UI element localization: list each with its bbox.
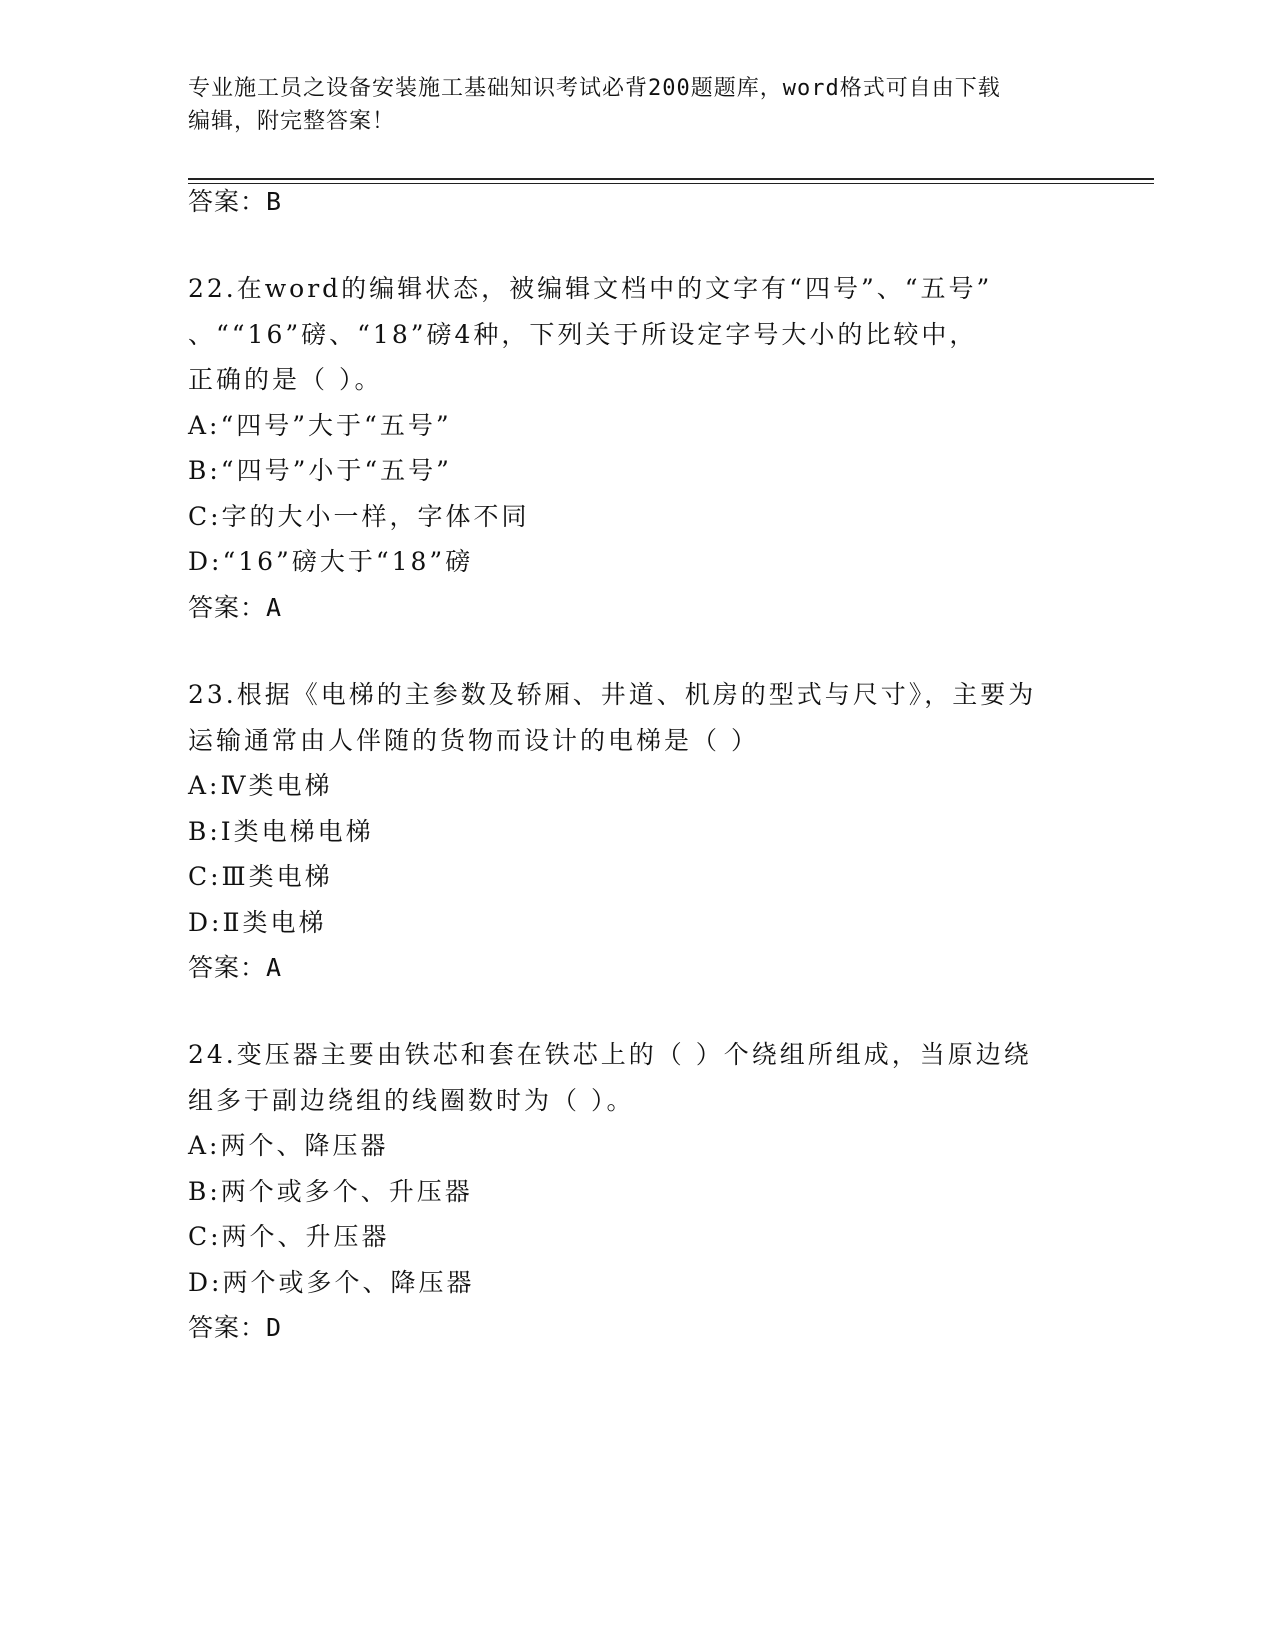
option-b: B:Ⅰ类电梯电梯 <box>188 816 374 846</box>
question-22 <box>188 266 1088 585</box>
question-stem-line: 运输通常由人伴随的货物而设计的电梯是（ ） <box>188 725 759 755</box>
option-b: B:“四号”小于“五号” <box>188 456 452 485</box>
option-b: B:两个或多个、升压器 <box>188 1176 473 1206</box>
question-stem-line: 22.在word的编辑状态，被编辑文档中的文字有“四号”、“五号” <box>188 274 993 303</box>
document-header <box>188 72 1088 138</box>
question-stem-line: 23.根据《电梯的主参数及轿厢、井道、机房的型式与尺寸》，主要为 <box>188 680 1037 709</box>
option-a: A:两个、降压器 <box>188 1131 389 1160</box>
question-stem-line: 24.变压器主要由铁芯和套在铁芯上的（ ）个绕组所组成，当原边绕 <box>188 1040 1032 1069</box>
answer-24: 答案：D <box>188 1313 283 1342</box>
header-line-2: 编辑，附完整答案！ <box>188 109 396 134</box>
option-d: D:“16”磅大于“18”磅 <box>188 547 474 576</box>
header-divider <box>188 178 1154 180</box>
answer-22: 答案：A <box>188 593 283 622</box>
question-23 <box>188 672 1088 945</box>
option-a: A:“四号”大于“五号” <box>188 410 452 440</box>
previous-answer: 答案：B <box>188 187 283 216</box>
option-a: A:Ⅳ类电梯 <box>188 771 333 800</box>
option-c: C:Ⅲ类电梯 <box>188 862 333 891</box>
option-d: D:两个或多个、降压器 <box>188 1267 475 1297</box>
option-d: D:Ⅱ类电梯 <box>188 907 327 937</box>
option-c: C:字的大小一样，字体不同 <box>188 501 530 531</box>
question-stem-line: 正确的是（ ）。 <box>188 365 383 394</box>
question-stem-line: 、““16”磅、“18”磅4种，下列关于所设定字号大小的比较中， <box>188 319 978 349</box>
question-24 <box>188 1032 1088 1305</box>
option-c: C:两个、升压器 <box>188 1222 390 1251</box>
answer-23: 答案：A <box>188 953 283 982</box>
header-line-1: 专业施工员之设备安装施工基础知识考试必背200题题库，word格式可自由下载 <box>188 76 1001 101</box>
header-divider-thin <box>188 183 1154 184</box>
question-stem-line: 组多于副边绕组的线圈数时为（ ）。 <box>188 1085 635 1115</box>
